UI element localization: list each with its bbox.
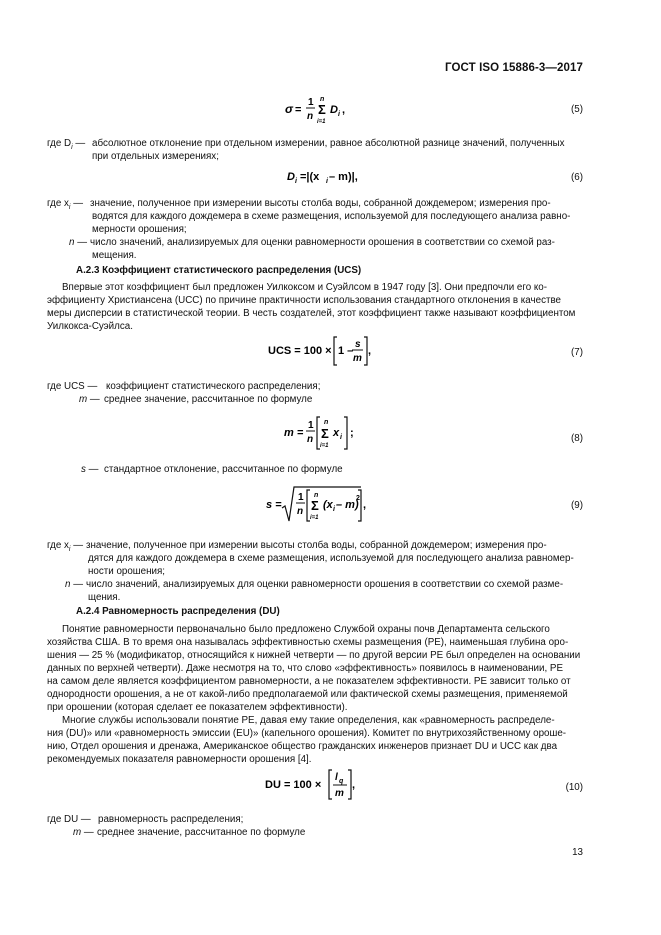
eq8-term-sub: i bbox=[340, 434, 342, 441]
para-a24-2-line-1: Многие службы использовали понятие PE, давая ему такие определения, как «равномерность распределе- bbox=[62, 715, 555, 726]
eq10-end: , bbox=[352, 779, 356, 791]
eq9-lhs: s = bbox=[266, 499, 282, 511]
eq9-sum-top: n bbox=[314, 492, 319, 499]
eq8-lhs: m = bbox=[284, 427, 304, 439]
eq6-lhs-sub: i bbox=[295, 178, 297, 185]
document-id: ГОСТ ISO 15886-3—2017 bbox=[445, 62, 583, 74]
eq9-term: (x bbox=[323, 499, 333, 511]
eq7-frac-den: m bbox=[353, 353, 362, 364]
para-a23-line-3: меры дисперсии в статистической теории. В честь создателей, этот коэффициент также называют коэффициентом bbox=[47, 308, 576, 319]
eq9-exp: 2 bbox=[356, 495, 360, 502]
para-a24-2-line-2: ния (DU)» или «равномерность эмиссии (EU)» (капельного орошения). Комитет по внутрихозяйственному ороше- bbox=[47, 728, 567, 739]
eq10-frac-den: m bbox=[335, 788, 344, 799]
equation-number-8: (8) bbox=[571, 433, 583, 444]
def-xi2-text-1: значение, полученное при измерении высоты столба воды, собранной дождемером; измерения про- bbox=[86, 540, 547, 551]
equation-number-7: (7) bbox=[571, 347, 583, 358]
eq6-lhs: D bbox=[287, 171, 295, 183]
equation-6 bbox=[285, 166, 365, 186]
def-m-lead: m — bbox=[79, 394, 100, 405]
def-xi-text-1: значение, полученное при измерении высоты столба воды, собранной дождемером; измерения про- bbox=[90, 198, 551, 209]
eq7-lhs: UCS = 100 × bbox=[268, 345, 332, 357]
def-xi2-text-2: дятся для каждого дождемера в схеме размещения, используемой для последующего анализа равномер- bbox=[88, 553, 574, 564]
para-a23-line-2: эффициенту Христиансена (UCC) по причине практичности использования стандартного отклонения в качестве bbox=[47, 295, 562, 306]
eq5-eq: = bbox=[295, 104, 302, 116]
def-du-text: равномерность распределения; bbox=[98, 814, 244, 825]
def-di-text-2: при отдельных измерениях; bbox=[92, 151, 219, 162]
para-a24-2-line-4: рекомендуемых показателя равномерности орошения [4]. bbox=[47, 754, 312, 765]
para-a24-1-line-2: хозяйства США. В то время она называлась эффективностью схемы размещения (PE), наименьшая глубина оро- bbox=[47, 637, 569, 648]
def-di-text-1: абсолютное отклонение при отдельном измерении, равное абсолютной разнице значений, полученных bbox=[92, 138, 565, 149]
eq5-frac-den: n bbox=[307, 111, 314, 122]
def-m2-lead: m — bbox=[73, 827, 94, 838]
def-m2-text: среднее значение, рассчитанное по формуле bbox=[97, 827, 306, 838]
eq6-rhs: =|(x bbox=[300, 171, 320, 183]
equation-number-5: (5) bbox=[571, 104, 583, 115]
def-s-lead: s — bbox=[81, 464, 99, 475]
eq7-frac-num: s bbox=[355, 339, 361, 350]
def-m-text: среднее значение, рассчитанное по формуле bbox=[104, 394, 313, 405]
def-n-text-2: мещения. bbox=[92, 250, 137, 261]
eq8-term: x bbox=[333, 427, 340, 439]
para-a24-1-line-4: данных по верхней четверти). Даже несмотря на то, что слово «эффективность» появилось в наименовании, PE bbox=[47, 663, 563, 674]
equation-number-6: (6) bbox=[571, 172, 583, 183]
def-n-lead: n — bbox=[69, 237, 87, 248]
eq5-lhs: σ bbox=[285, 102, 293, 116]
def-ucs-lead: где UCS — bbox=[47, 381, 98, 392]
section-heading-a24: A.2.4 Равномерность распределения (DU) bbox=[76, 606, 280, 617]
eq8-sigma: Σ bbox=[321, 426, 329, 441]
def-xi-text-3: мерности орошения; bbox=[92, 224, 187, 235]
eq9-frac-den: n bbox=[297, 506, 304, 517]
para-a24-1-line-6: однородности орошения, а не от какой-либо предполагаемой или фактической схемы размещения, применяемой bbox=[47, 689, 568, 700]
eq8-frac-num: 1 bbox=[308, 420, 314, 431]
eq5-end: , bbox=[342, 104, 346, 116]
def-xi2-lead: где $x_i$ — bbox=[47, 540, 84, 553]
def-xi-text-2: водятся для каждого дождемера в схеме размещения, используемой для последующего анализа равно- bbox=[92, 211, 571, 222]
eq9-sum-bot: i=1 bbox=[310, 515, 319, 521]
eq5-sum-top: n bbox=[320, 96, 325, 103]
eq10-frac-num: l bbox=[335, 772, 338, 783]
eq5-frac-num: 1 bbox=[308, 97, 314, 108]
eq5-sum-bot: i=1 bbox=[317, 119, 326, 125]
eq8-end: ; bbox=[350, 427, 354, 439]
eq7-one: 1 – bbox=[338, 345, 354, 357]
def-di-lead: где $D_i$ — bbox=[47, 138, 86, 151]
para-a24-1-line-5: на самом деле является коэффициентом равномерности, а не показателем эффективности. PE зависит только от bbox=[47, 676, 571, 687]
equation-number-10: (10) bbox=[565, 782, 583, 793]
def-du-lead: где DU — bbox=[47, 814, 91, 825]
para-a24-1-line-1: Понятие равномерности первоначально было предложено Службой охраны почв Департамента сельского bbox=[62, 624, 550, 635]
eq5-term: D bbox=[330, 104, 338, 116]
equation-5 bbox=[283, 92, 363, 126]
eq8-sum-top: n bbox=[324, 419, 329, 426]
eq8-sum-bot: i=1 bbox=[320, 443, 329, 449]
eq6-rhs-sub: i bbox=[326, 178, 328, 185]
para-a24-1-line-7: при орошении (которая сделает ее показателем эффективности). bbox=[47, 702, 348, 713]
eq9-term-sub: i bbox=[333, 506, 335, 513]
equation-7 bbox=[266, 333, 376, 369]
def-n-text-1: число значений, анализируемых для оценки равномерности орошения в соответствии со схемой раз- bbox=[90, 237, 555, 248]
eq7-end: , bbox=[368, 345, 372, 357]
equation-number-9: (9) bbox=[571, 500, 583, 511]
equation-9 bbox=[264, 484, 368, 526]
page-number: 13 bbox=[572, 847, 583, 858]
def-n2-text-2: щения. bbox=[88, 592, 121, 603]
para-a24-2-line-3: нию, Отдел орошения и дренажа, Американское общество гражданских инженеров признает DU и UCC как два bbox=[47, 741, 558, 752]
eq8-frac-den: n bbox=[307, 434, 314, 445]
def-ucs-text: коэффициент статистического распределения; bbox=[106, 381, 321, 392]
eq9-term-end: – m) bbox=[336, 499, 359, 511]
equation-10 bbox=[263, 766, 363, 804]
eq5-term-sub: i bbox=[338, 111, 340, 118]
def-xi2-text-3: ности орошения; bbox=[88, 566, 166, 577]
equation-8 bbox=[282, 414, 362, 454]
def-s-text: стандартное отклонение, рассчитанное по формуле bbox=[104, 464, 343, 475]
eq6-rhs-end: – m)|, bbox=[329, 171, 358, 183]
def-xi-lead: где $x_i$ — bbox=[47, 198, 84, 211]
eq9-end: , bbox=[363, 499, 367, 511]
section-heading-a23: A.2.3 Коэффициент статистического распределения (UCS) bbox=[76, 265, 362, 276]
def-n2-lead: n — bbox=[65, 579, 83, 590]
para-a23-line-1: Впервые этот коэффициент был предложен Уилкоксом и Суэйлсом в 1947 году [3]. Они предпочли его ко- bbox=[62, 282, 547, 293]
def-n2-text-1: число значений, анализируемых для оценки равномерности орошения в соответствии со схемой разме- bbox=[86, 579, 564, 590]
eq5-sigma: Σ bbox=[318, 102, 326, 117]
eq10-lhs: DU = 100 × bbox=[265, 779, 322, 791]
eq9-sigma: Σ bbox=[311, 498, 319, 513]
eq9-frac-num: 1 bbox=[298, 492, 304, 503]
para-a23-line-4: Уилкокса-Суэйлса. bbox=[47, 321, 133, 332]
eq10-frac-num-sub: q bbox=[339, 778, 344, 785]
para-a24-1-line-3: шения — 25 % (модификатор, относящийся к нижней четверти — по другой версии PE был определен на основании bbox=[47, 650, 581, 661]
